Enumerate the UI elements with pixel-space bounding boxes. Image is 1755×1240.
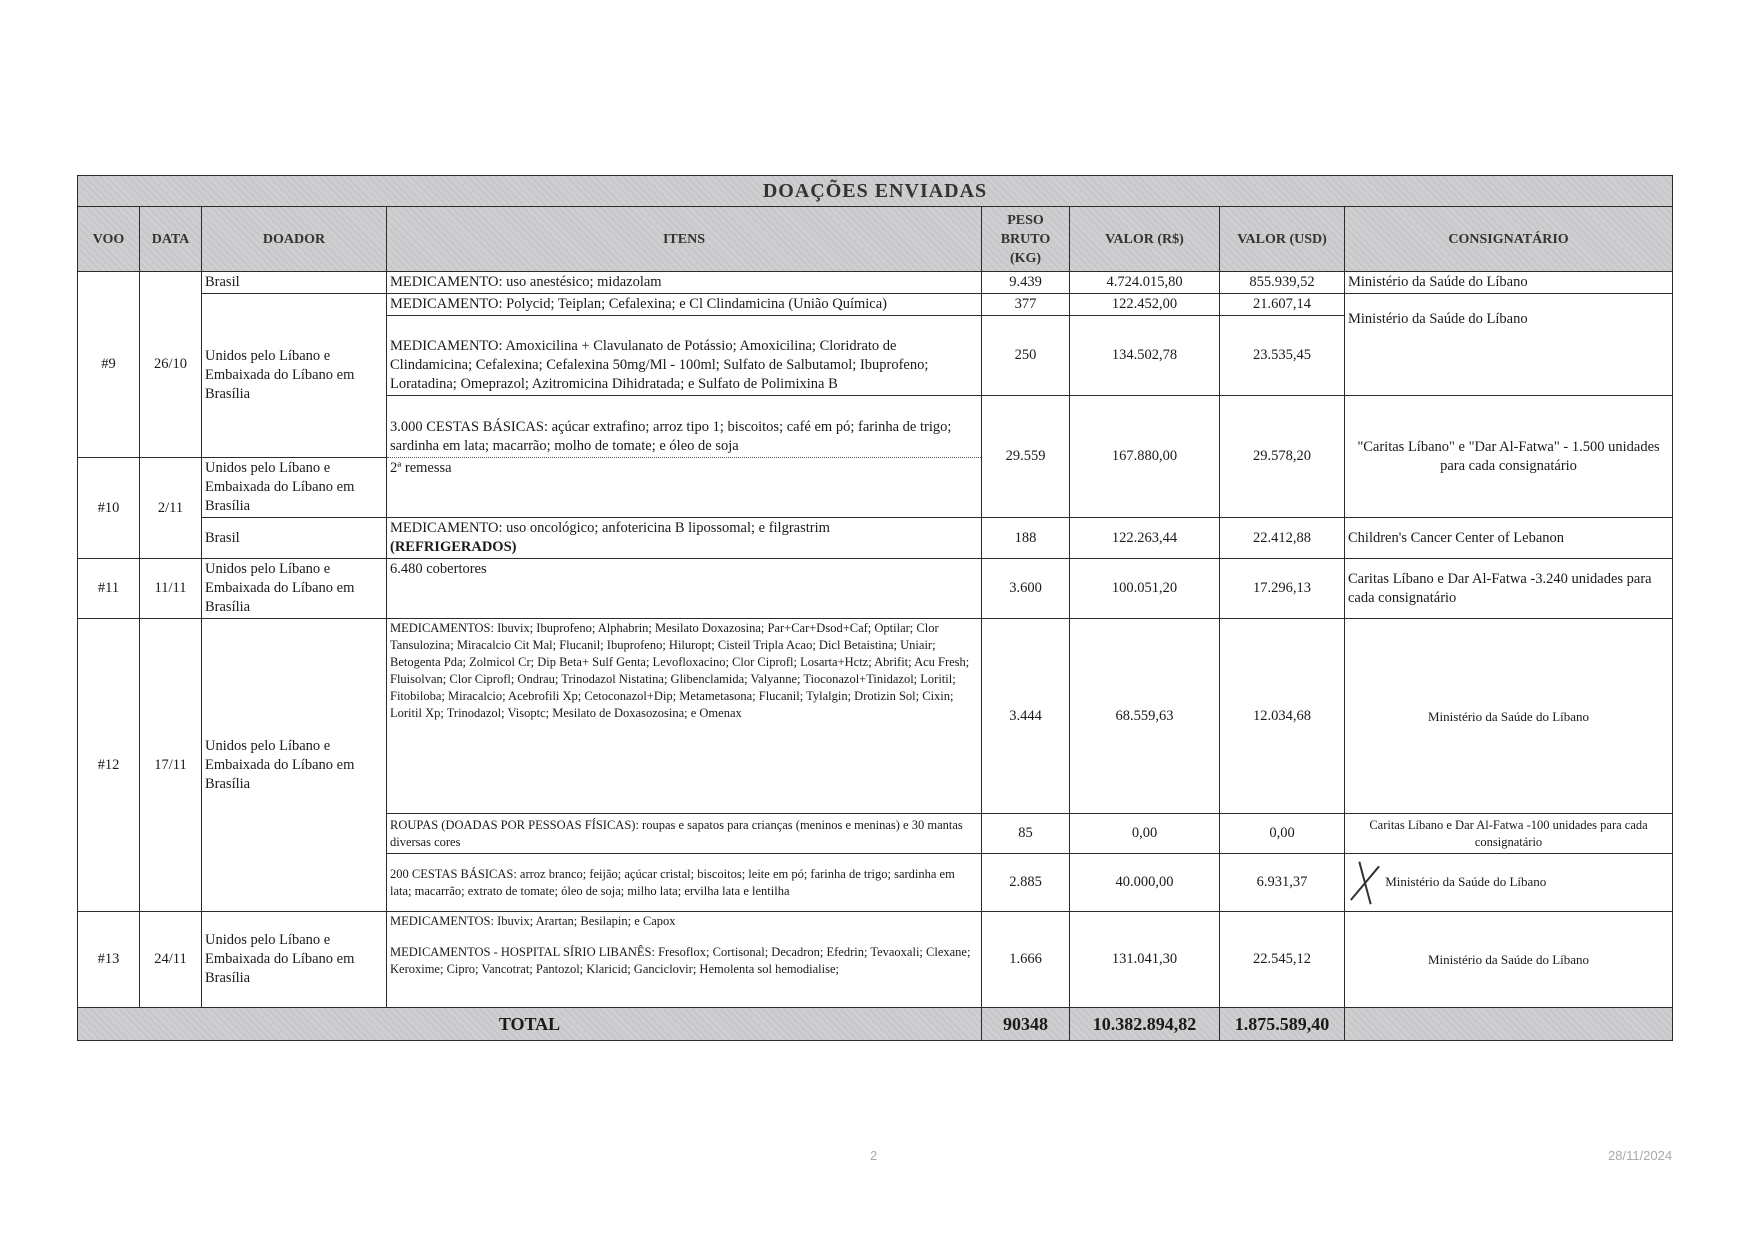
valor-usd-cell: 22.545,12 — [1220, 912, 1345, 1008]
handwritten-cross-mark-icon — [1348, 863, 1382, 903]
valor-usd-cell: 21.607,14 — [1220, 294, 1345, 316]
itens-cell — [387, 518, 982, 559]
table-row — [78, 559, 1673, 619]
consignatario-cell: Ministério da Saúde do Líbano — [1345, 294, 1673, 396]
valor-rs-cell: 4.724.015,80 — [1070, 272, 1220, 294]
valor-usd-cell: 22.412,88 — [1220, 518, 1345, 559]
footer-date: 28/11/2024 — [1608, 1148, 1673, 1163]
consignatario-cell: Ministério da Saúde do Líbano — [1345, 619, 1673, 814]
peso-cell: 3.444 — [982, 619, 1070, 814]
doador-cell: Unidos pelo Líbano e Embaixada do Líbano em Brasília — [202, 912, 387, 1008]
consignatario-cell: Children's Cancer Center of Lebanon — [1345, 518, 1673, 559]
header-doador: DOADOR — [202, 207, 387, 272]
valor-rs-cell: 122.263,44 — [1070, 518, 1220, 559]
data-cell: 24/11 — [140, 912, 202, 1008]
data-cell: 26/10 — [140, 272, 202, 458]
consignatario-cell: Ministério da Saúde do Líbano — [1345, 912, 1673, 1008]
peso-cell: 188 — [982, 518, 1070, 559]
table-row — [78, 272, 1673, 294]
valor-rs-cell: 0,00 — [1070, 814, 1220, 854]
valor-usd-cell: 17.296,13 — [1220, 559, 1345, 619]
itens-text: MEDICAMENTO: uso oncológico; anfotericina B lipossomal; e filgrastrim — [390, 520, 830, 536]
doador-cell: Unidos pelo Líbano e Embaixada do Líbano em Brasília — [202, 619, 387, 912]
itens-cell: 2ª remessa — [387, 458, 982, 518]
doador-cell: Unidos pelo Líbano e Embaixada do Líbano em Brasília — [202, 294, 387, 458]
valor-rs-cell: 134.502,78 — [1070, 316, 1220, 396]
itens-cell: 200 CESTAS BÁSICAS: arroz branco; feijão; açúcar cristal; biscoitos; leite em pó; farinha de trigo; sardinha em lata; macarrão; extrato de tomate; óleo de soja; milho lata; ervilha lata e lentilha — [387, 854, 982, 912]
peso-cell: 9.439 — [982, 272, 1070, 294]
valor-rs-cell: 100.051,20 — [1070, 559, 1220, 619]
header-data: DATA — [140, 207, 202, 272]
table-row — [78, 912, 1673, 1008]
donations-table — [77, 175, 1673, 1041]
page-number: 2 — [870, 1148, 878, 1163]
valor-rs-cell: 167.880,00 — [1070, 396, 1220, 518]
total-label: TOTAL — [78, 1008, 982, 1041]
peso-cell: 250 — [982, 316, 1070, 396]
voo-cell: #12 — [78, 619, 140, 912]
peso-cell: 3.600 — [982, 559, 1070, 619]
consignatario-text: Ministério da Saúde do Líbano — [1385, 873, 1547, 889]
consignatario-cell: "Caritas Líbano" e "Dar Al-Fatwa" - 1.500 unidades para cada consignatário — [1345, 396, 1673, 518]
data-cell: 11/11 — [140, 559, 202, 619]
voo-cell: #10 — [78, 458, 140, 559]
peso-cell: 29.559 — [982, 396, 1070, 518]
header-peso: PESO BRUTO (KG) — [982, 207, 1070, 272]
voo-cell: #13 — [78, 912, 140, 1008]
peso-cell: 85 — [982, 814, 1070, 854]
refrigerados-label: (REFRIGERADOS) — [390, 539, 517, 555]
data-cell: 17/11 — [140, 619, 202, 912]
voo-cell: #9 — [78, 272, 140, 458]
itens-cell: 6.480 cobertores — [387, 559, 982, 619]
valor-rs-cell: 40.000,00 — [1070, 854, 1220, 912]
valor-rs-cell: 122.452,00 — [1070, 294, 1220, 316]
itens-cell: MEDICAMENTO: Amoxicilina + Clavulanato de Potássio; Amoxicilina; Cloridrato de Clindamicina; Cefalexina; Cefalexina 50mg/Ml - 100ml; Sulfato de Salbutamol; Ibuprofeno; Loratadina; Omeprazol; Azitromicina Dihidratada; e Sulfato de Polimixina B — [387, 316, 982, 396]
valor-rs-cell: 68.559,63 — [1070, 619, 1220, 814]
table-header-row — [78, 207, 1673, 272]
total-valor-rs: 10.382.894,82 — [1070, 1008, 1220, 1041]
donations-document — [77, 175, 1672, 1041]
table-row — [78, 518, 1673, 559]
header-consignatario: CONSIGNATÁRIO — [1345, 207, 1673, 272]
header-itens: ITENS — [387, 207, 982, 272]
itens-cell: 3.000 CESTAS BÁSICAS: açúcar extrafino; arroz tipo 1; biscoitos; café em pó; farinha de trigo; sardinha em lata; macarrão; molho de tomate; e óleo de soja — [387, 396, 982, 458]
itens-cell: MEDICAMENTO: Polycid; Teiplan; Cefalexina; e Cl Clindamicina (União Química) — [387, 294, 982, 316]
itens-cell — [387, 912, 982, 1008]
total-peso: 90348 — [982, 1008, 1070, 1041]
total-empty-cell — [1345, 1008, 1673, 1041]
itens-cell: MEDICAMENTO: uso anestésico; midazolam — [387, 272, 982, 294]
valor-usd-cell: 29.578,20 — [1220, 396, 1345, 518]
header-valor-usd: VALOR (USD) — [1220, 207, 1345, 272]
total-valor-usd: 1.875.589,40 — [1220, 1008, 1345, 1041]
table-title: DOAÇÕES ENVIADAS — [78, 176, 1673, 207]
data-cell: 2/11 — [140, 458, 202, 559]
doador-cell: Unidos pelo Líbano e Embaixada do Líbano em Brasília — [202, 458, 387, 518]
doador-cell: Brasil — [202, 272, 387, 294]
peso-cell: 1.666 — [982, 912, 1070, 1008]
header-valor-rs: VALOR (R$) — [1070, 207, 1220, 272]
table-row — [78, 294, 1673, 316]
consignatario-cell: Caritas Líbano e Dar Al-Fatwa -3.240 unidades para cada consignatário — [1345, 559, 1673, 619]
consignatario-cell — [1345, 854, 1673, 912]
doador-cell: Unidos pelo Líbano e Embaixada do Líbano em Brasília — [202, 559, 387, 619]
peso-cell: 377 — [982, 294, 1070, 316]
valor-usd-cell: 6.931,37 — [1220, 854, 1345, 912]
consignatario-cell: Ministério da Saúde do Líbano — [1345, 272, 1673, 294]
header-voo: VOO — [78, 207, 140, 272]
itens-text-hospital: MEDICAMENTOS - HOSPITAL SÍRIO LIBANÊS: Fresoflox; Cortisonal; Decadron; Efedrin; Tevaoxali; Clexane; Keroxime; Cipro; Vancotrat; Pantozol; Klaricid; Ganciclovir; Hemolenta sol hemodialise; — [390, 945, 971, 976]
valor-usd-cell: 855.939,52 — [1220, 272, 1345, 294]
voo-cell: #11 — [78, 559, 140, 619]
table-row — [78, 619, 1673, 814]
peso-cell: 2.885 — [982, 854, 1070, 912]
itens-cell: ROUPAS (DOADAS POR PESSOAS FÍSICAS): roupas e sapatos para crianças (meninos e meninas) e 30 mantas diversas cores — [387, 814, 982, 854]
consignatario-cell: Caritas Líbano e Dar Al-Fatwa -100 unidades para cada consignatário — [1345, 814, 1673, 854]
valor-usd-cell: 23.535,45 — [1220, 316, 1345, 396]
itens-cell: MEDICAMENTOS: Ibuvix; Ibuprofeno; Alphabrin; Mesilato Doxazosina; Par+Car+Dsod+Caf; Optilar; Clor Tansulozina; Miracalcio Cit Mal; Flucanil; Ibuprofeno; Hiluropt; Cisteil Tripla Acao; Dicl Betaistina; Uniair; Betogenta Pda; Zolmicol Cr; Dip Beta+ Sulf Genta; Levofloxacino; Clor Ciprofl; Losarta+Hctz; Abrifit; Acu Fresh; Fluisolvan; Clor Ciprofl; Ondrau; Trinodazol Nistatina; Glibenclamida; Valyanne; Tioconazol+Tinidazol; Loritil; Fitobiloba; Miracalcio; Acebrofili Xp; Cetoconazol+Dip; Metametasona; Flucanil; Tylalgin; Drotizin Sol; Cixin; Loritil Xp; Trinodazol; Visoptc; Mesilato de Doxasozosina; e Omenax — [387, 619, 982, 814]
valor-usd-cell: 0,00 — [1220, 814, 1345, 854]
valor-usd-cell: 12.034,68 — [1220, 619, 1345, 814]
total-row — [78, 1008, 1673, 1041]
doador-cell: Brasil — [202, 518, 387, 559]
valor-rs-cell: 131.041,30 — [1070, 912, 1220, 1008]
itens-text: MEDICAMENTOS: Ibuvix; Arartan; Besilapin; e Capox — [390, 914, 676, 928]
